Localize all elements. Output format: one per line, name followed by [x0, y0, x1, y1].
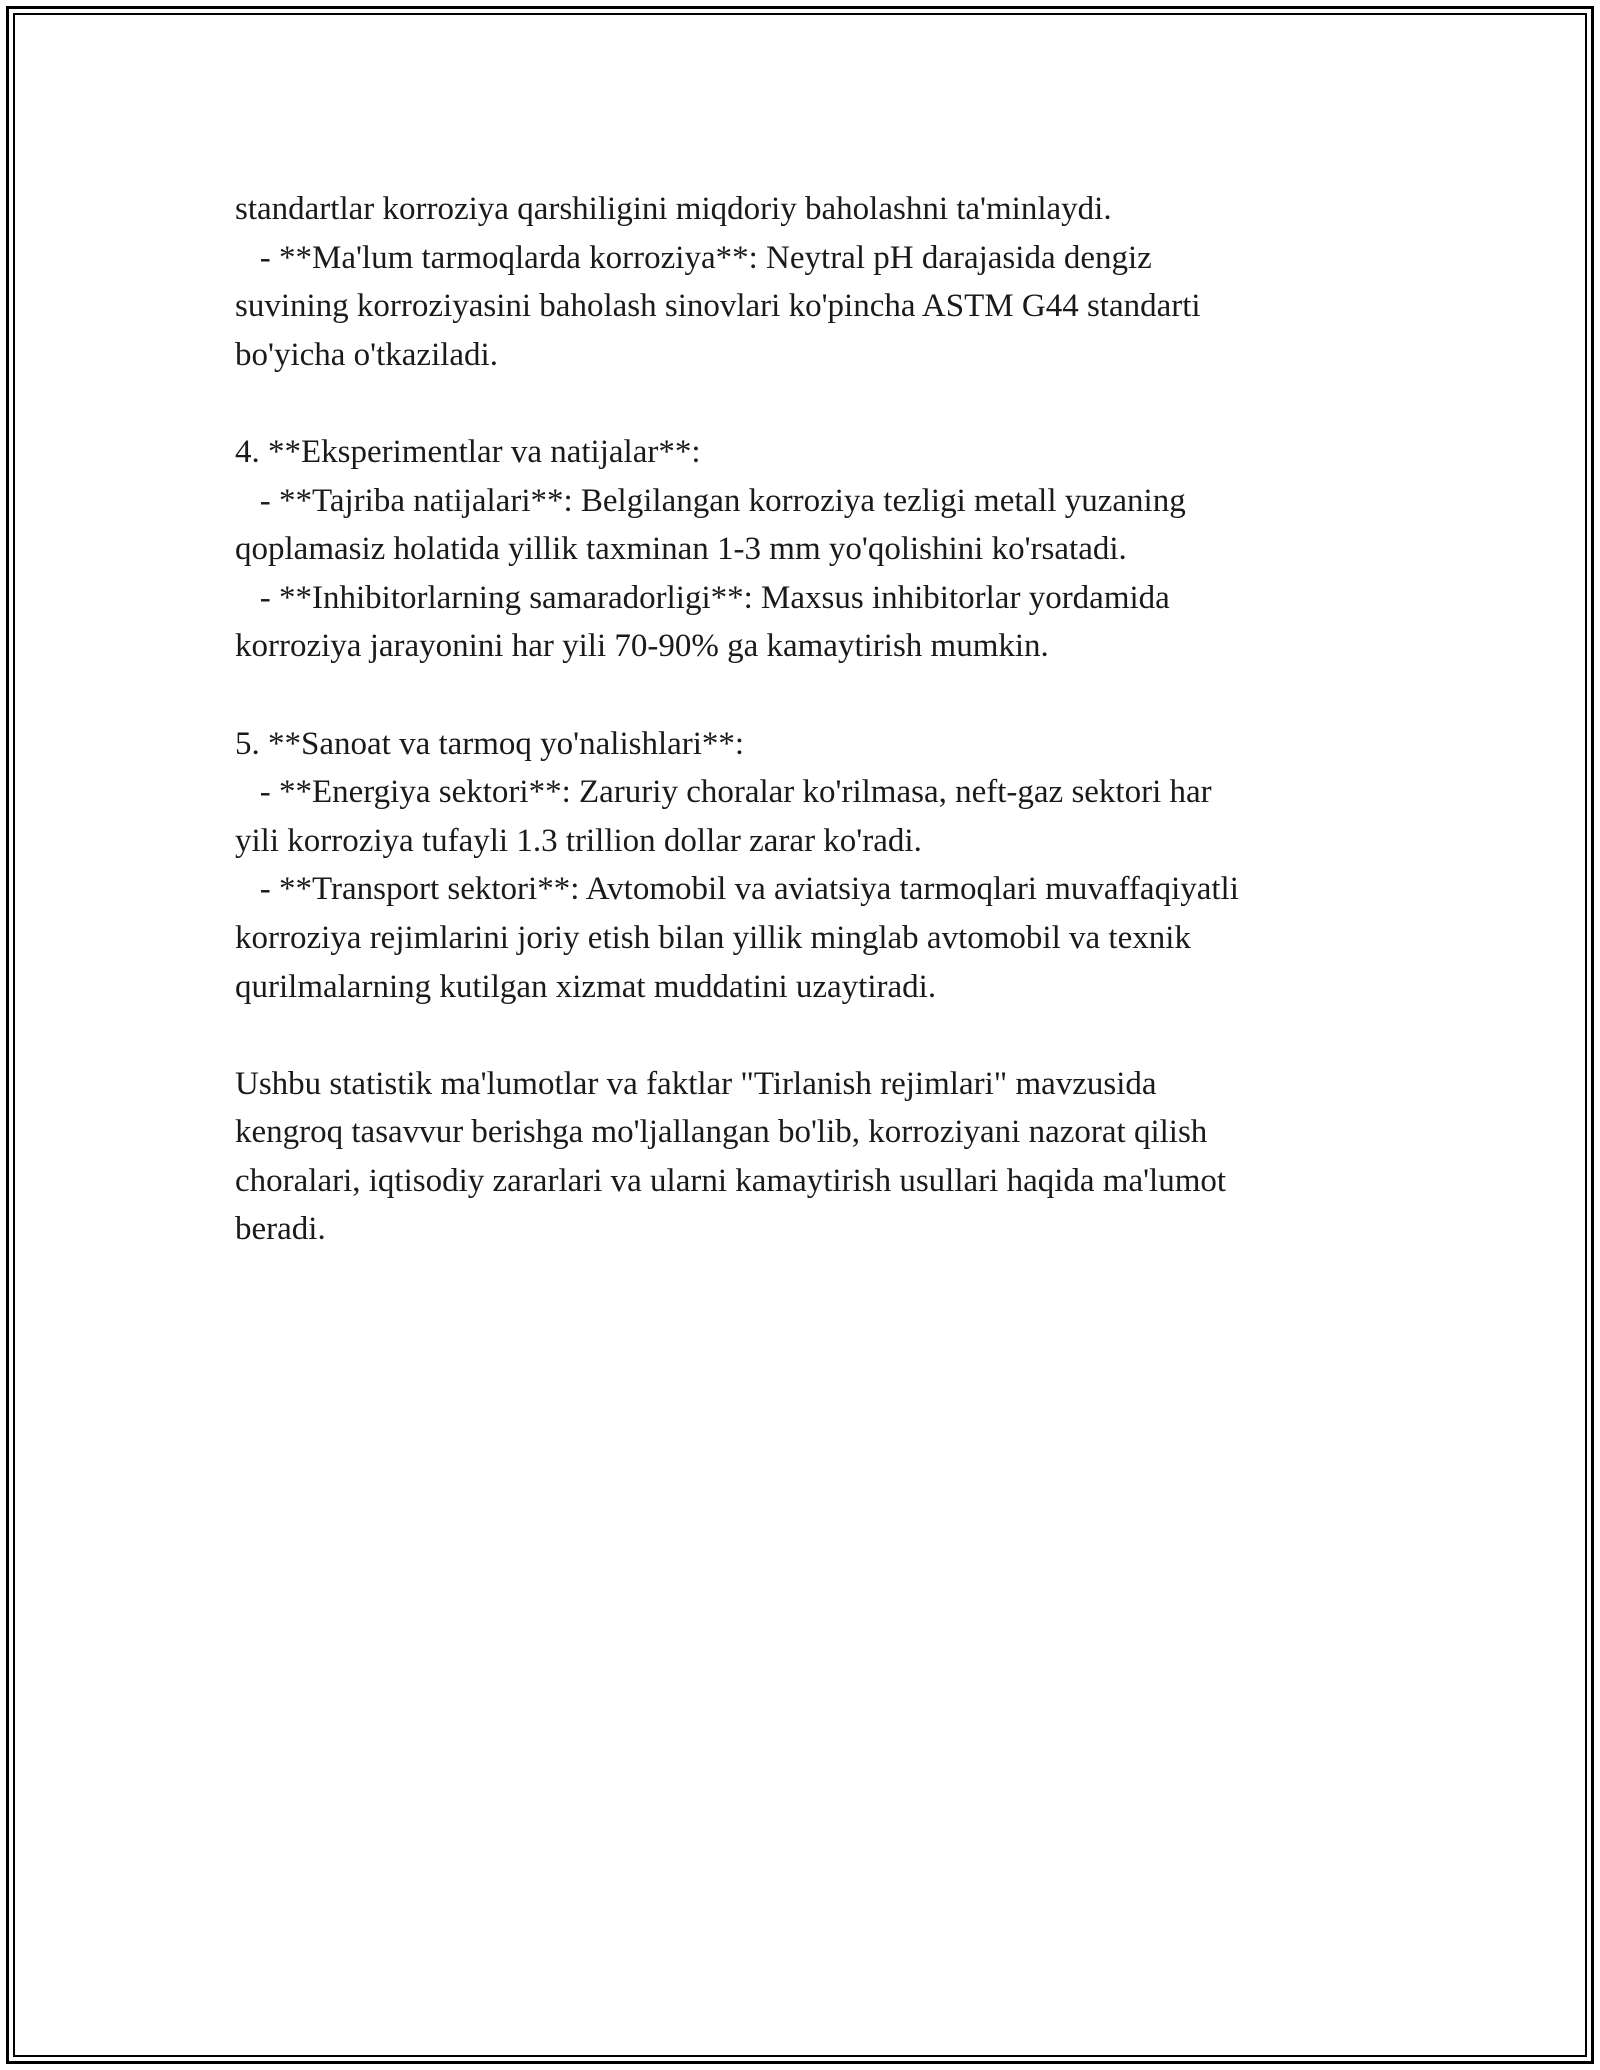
- section-heading: 5. **Sanoat va tarmoq yo'nalishlari**:: [235, 725, 745, 762]
- text-line: - **Inhibitorlarning samaradorligi**: Maxsus inhibitorlar yordamida: [235, 579, 1170, 616]
- text-line: bo'yicha o'tkaziladi.: [235, 336, 498, 373]
- blank-line: [235, 671, 1385, 720]
- text-line: standartlar korroziya qarshiligini miqdoriy baholashni ta'minlaydi.: [235, 191, 1112, 227]
- text-line: - **Transport sektori**: Avtomobil va aviatsiya tarmoqlari muvaffaqiyatli: [235, 871, 1239, 908]
- text-line: Ushbu statistik ma'lumotlar va faktlar "Tirlanish rejimlari" mavzusida: [235, 1065, 1157, 1102]
- text-line: choralari, iqtisodiy zararlari va ularni kamaytirish usullari haqida ma'lumot: [235, 1162, 1227, 1199]
- text-line: kengroq tasavvur berishga mo'ljallangan bo'lib, korroziyani nazorat qilish: [235, 1114, 1208, 1151]
- text-line: - **Tajriba natijalari**: Belgilangan korroziya tezligi metall yuzaning: [235, 482, 1186, 519]
- section-heading: 4. **Eksperimentlar va natijalar**:: [235, 433, 701, 470]
- text-line: - **Energiya sektori**: Zaruriy choralar ko'rilmasa, neft-gaz sektori har: [235, 774, 1212, 811]
- text-line: qoplamasiz holatida yillik taxminan 1-3 mm yo'qolishini ko'rsatadi.: [235, 531, 1127, 568]
- blank-line: [235, 1011, 1385, 1060]
- text-line: korroziya rejimlarini joriy etish bilan yillik minglab avtomobil va texnik: [235, 919, 1191, 956]
- text-line: suvining korroziyasini baholash sinovlari ko'pincha ASTM G44 standarti: [235, 288, 1201, 325]
- text-line: yili korroziya tufayli 1.3 trillion dollar zarar ko'radi.: [235, 822, 922, 859]
- blank-line: [235, 379, 1385, 428]
- text-line: - **Ma'lum tarmoqlarda korroziya**: Neytral pH darajasida dengiz: [235, 239, 1152, 276]
- text-line: korroziya jarayonini har yili 70-90% ga kamaytirish mumkin.: [235, 628, 1049, 665]
- document-body: [235, 185, 1385, 1254]
- text-line: beradi.: [235, 1211, 326, 1248]
- text-line: qurilmalarning kutilgan xizmat muddatini uzaytiradi.: [235, 968, 937, 1005]
